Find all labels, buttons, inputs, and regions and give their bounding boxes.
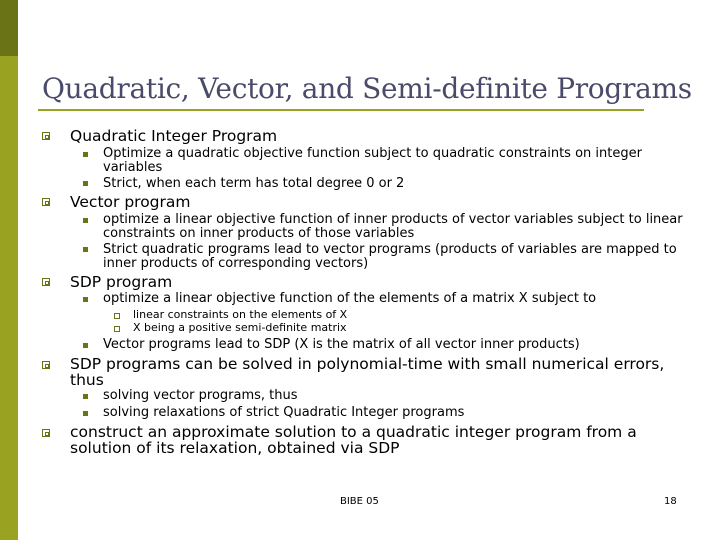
subsub-bullet-positive-semidefinite: X being a positive semi-definite matrix <box>133 321 347 334</box>
bullet-construct-approximate: construct an approximate solution to a quadratic integer program from a solution of its relaxation, obtained via SDP <box>70 423 637 457</box>
hollow-square-bullet-icon <box>114 313 120 319</box>
sub-bullet-quadratic-objective: Optimize a quadratic objective function subject to quadratic constraints on integer variables <box>103 146 642 175</box>
bullet-sdp-polynomial-time: SDP programs can be solved in polynomial-time with small numerical errors, thus <box>70 355 665 389</box>
square-bullet-icon <box>42 429 50 437</box>
bullet-dot-icon <box>83 218 88 223</box>
page-number: 18 <box>664 496 677 507</box>
square-bullet-icon <box>42 361 50 369</box>
bullet-dot-icon <box>83 394 88 399</box>
bullet-sdp-program: SDP program <box>70 273 173 291</box>
bullet-dot-icon <box>83 152 88 157</box>
sub-bullet-strict-degree: Strict, when each term has total degree 0 or 2 <box>103 176 405 191</box>
bullet-dot-icon <box>83 247 88 252</box>
sub-bullet-strict-quadratic-lead: Strict quadratic programs lead to vector programs (products of variables are mapped to inner products of corresponding vectors) <box>103 242 677 271</box>
footer-label: BIBE 05 <box>340 496 379 507</box>
bullet-quadratic-integer-program: Quadratic Integer Program <box>70 127 278 145</box>
sub-bullet-solving-relaxations: solving relaxations of strict Quadratic Integer programs <box>103 405 465 420</box>
sub-bullet-vector-linear-objective: optimize a linear objective function of inner products of vector variables subject to linear constraints on inner products of those variables <box>103 212 683 241</box>
bullet-vector-program: Vector program <box>70 193 191 211</box>
sub-bullet-vector-lead-sdp: Vector programs lead to SDP (X is the matrix of all vector inner products) <box>103 337 580 352</box>
sub-bullet-sdp-linear-objective: optimize a linear objective function of the elements of a matrix X subject to <box>103 291 597 306</box>
sub-bullet-solving-vector: solving vector programs, thus <box>103 388 298 403</box>
bullet-dot-icon <box>83 411 88 416</box>
bullet-dot-icon <box>83 181 88 186</box>
subsub-bullet-linear-constraints: linear constraints on the elements of X <box>133 308 348 321</box>
square-bullet-icon <box>42 198 50 206</box>
square-bullet-icon <box>42 132 50 140</box>
hollow-square-bullet-icon <box>114 326 120 332</box>
bullet-dot-icon <box>83 343 88 348</box>
bullet-dot-icon <box>83 297 88 302</box>
square-bullet-icon <box>42 278 50 286</box>
slide-title: Quadratic, Vector, and Semi-definite Programs <box>42 72 692 105</box>
